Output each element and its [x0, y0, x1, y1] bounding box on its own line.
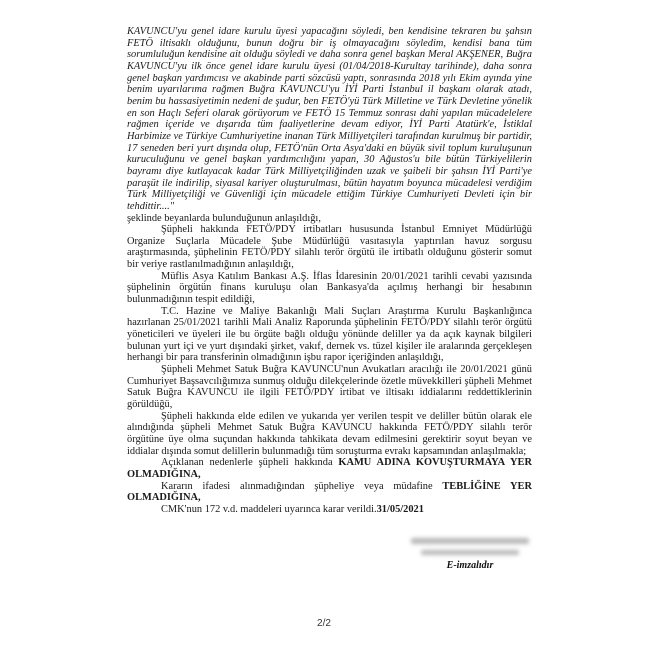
final-line-lead: CMK'nun 172 v.d. maddeleri uyarınca karar verildi.: [161, 503, 377, 515]
paragraph-masak-report: T.C. Hazine ve Maliye Bakanlığı Mali Suçları Araştırma Kurulu Başkanlığınca hazırlanan 25/01/2021 tarihli Mali Analiz Raporunda şüphelinin FETÖ/PDY silahlı terör örgütü yöneticileri ve üyeleri ile bu örgüte bağlı olduğu yönünde deliller ya da açık kaynak bilgileri bulunan yurt içi ve yurt dışındaki şirket, vakıf, dernek vs. tüzel kişiler ile aralarında gerçekleşen herhangi bir para transferinin olmadığının işbu rapor içeriğinden anlaşıldığı,: [127, 305, 532, 364]
paragraph-lawyers-petition: Şüpheli Mehmet Satuk Buğra KAVUNCU'nun Avukatları aracılığı ile 20/01/2021 günü Cumhuriyet Başsavcılığımıza sunmuş olduğu dilekçelerinde özetle müvekkilleri şüpheli Mehmet Satuk Buğra KAVUNCU ile ilgili FETÖ/PDY irtibat ve iltisakı iddialarını reddettiklerinin görüldüğü,: [127, 364, 532, 410]
decision-date: 31/05/2021: [376, 503, 424, 515]
redacted-signer-title: [421, 550, 519, 555]
paragraph-bankasya: Müflis Asya Katılım Bankası A.Ş. İflas İdaresinin 20/01/2021 tarihli cevabi yazısında şüphelinin örgütün finans kuruluşu olan Bankasya'da açılmış herhangi bir hesabının bulunmadığının tespit edildiği,: [127, 270, 532, 306]
decision-no-prosecution: [127, 457, 532, 480]
paragraph-conclusion: Şüpheli hakkında elde edilen ve yukarıda yer verilen tespit ve deliller bütün olarak ele alındığında şüpheli Mehmet Satuk Buğra KAVUNCU hakkında FETÖ/PDY silahlı terör örgütüne üye olma suçundan hakkında tahkikata devam edilmesini gerektirir soyut beyan ve iddialar dışında somut delillerin bulunmadığı tüm soruşturma evrakı kapsamından anlaşılmakla;: [127, 410, 532, 457]
paragraph-havuz-sorgusu: Şüpheli hakkında FETÖ/PDY irtibatları hususunda İstanbul Emniyet Müdürlüğü Organize Suçlarla Mücadele Şube Müdürlüğü vasıtasıyla yaptırılan havuz sorgusu araştırmasında, şüphelinin FETÖ/PDY silahlı terör örgütü ile irtibatlı olduğunu gösterir somut bir veriye rastlanılmadığının anlaşıldığı,: [127, 224, 532, 271]
decision-no-notification-lead: Kararın ifadesi alınmadığından şüpheliye veya müdafine: [161, 480, 443, 492]
signature-block: [395, 538, 545, 571]
decision-no-prosecution-lead: Açıklanan nedenlerle şüpheli hakkında: [161, 457, 339, 469]
document-body: [127, 26, 532, 516]
final-line: [127, 504, 532, 516]
decision-no-notification-bold: TEBLİĞİNE YER OLMADIĞINA,: [127, 480, 532, 504]
decision-no-prosecution-bold: KAMU ADINA KOVUŞTURMAYA YER OLMADIĞINA,: [127, 457, 532, 480]
page-number: 2/2: [317, 618, 331, 629]
redacted-signer-name: [411, 538, 529, 544]
quoted-statement: KAVUNCU'yu genel idare kurulu üyesi yapacağını söyledi, ben kendisine tekraren bu şahsın FETÖ iltisaklı olduğunu, bunun doğru bir iş olmayacağını söyledim, kendisi bana tüm sorumluluğun kendisine ait olduğu söyledi ve daha sonra genel başkan Meral AKŞENER, Buğra KAVUNCU'yu ilk önce genel idare kurulu üyesi (01/04/2018-Kurultay tarihinde), daha sonra genel başkan yardımcısı ve akabinde parti sözcüsü yaptı, sonrasında 2018 yılı Ekim ayında yine benim uyarılarıma rağmen Buğra KAVUNCU'yu İYİ Parti İstanbul il başkanı olarak atadı, benim bu hassasiyetimin nedeni de şudur, ben FETÖ'yü Türk Milletine ve Türk Devletine yönelik en son Haçlı Seferi olarak görüyorum ve FETÖ 15 Temmuz sonrası dahi yapılan mücadelelere rağmen içeride ve dışarıda tüm faaliyetlerine devam ediyor, İYİ Parti Atatürk'e, İstiklal Harbimize ve Türkiye Cumhuriyetine inanan Türk Milliyetçileri tarafından kurulmuş bir partidir, 17 seneden beri yurt dışında olup, FETÖ'nün Orta Asya'daki en büyük sivil toplum kuruluşunun kuruculuğunu ve genel başkan yardımcılığını yapan, 30 Ağustos'u bile bütün Türkiyelilerin bayramı diye kutlayacak kadar Türk Milliyetçiliğinden uzak ve şaibeli bir şahsın İYİ Parti'ye paraşüt ile indirilip, siyasal kariyer oluşturulması, bütün hayatım boyunca mücadelesi verdiğim Türk Milliyetçiliği ve Güvenliği için mücadele ettiğim Türkiye Cumhuriyeti Devleti için bir tehdittir....": [127, 26, 532, 212]
e-signed-label: E-imzalıdır: [446, 560, 494, 571]
quote-closing: şeklinde beyanlarda bulunduğunun anlaşıldığı,: [127, 212, 321, 224]
decision-no-notification: [127, 481, 532, 504]
